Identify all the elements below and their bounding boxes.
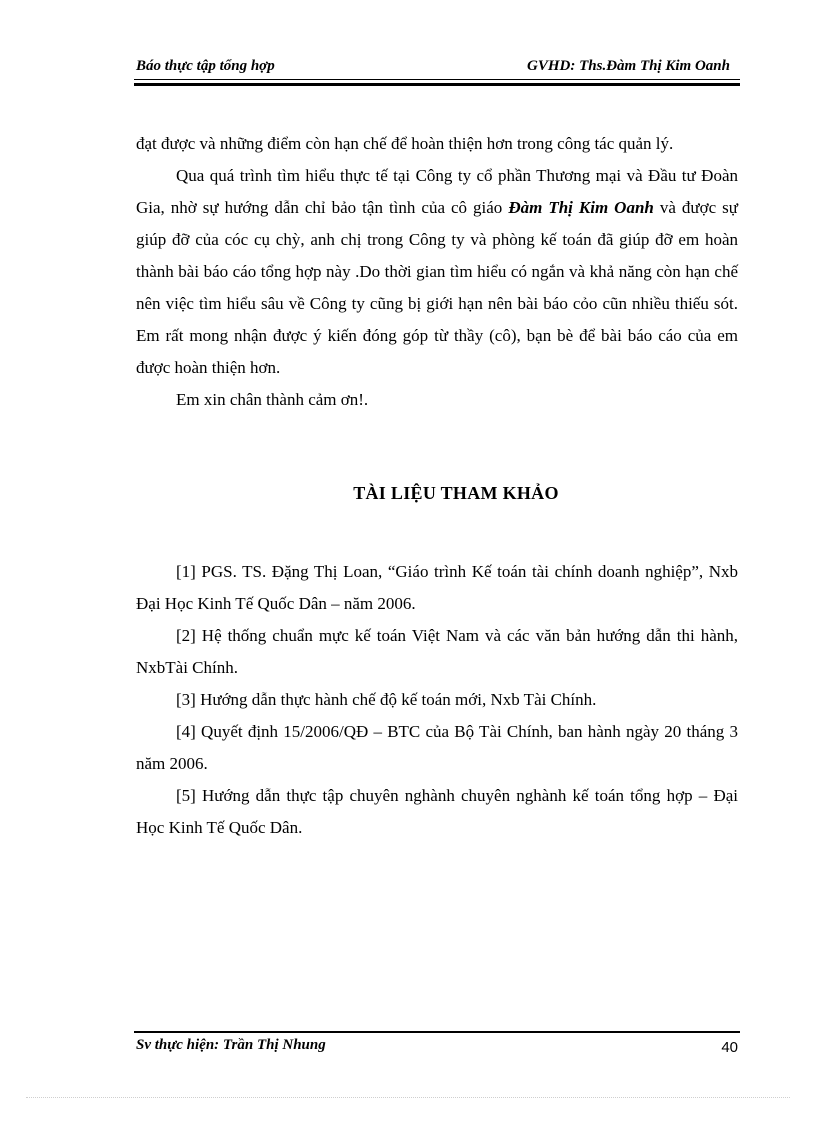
references-title: TÀI LIỆU THAM KHẢO	[353, 483, 559, 503]
header-rule-thick	[134, 83, 740, 86]
references-list	[136, 556, 738, 844]
page-header	[134, 56, 740, 80]
page-number: 40	[721, 1039, 738, 1056]
reference-item-1: [1] PGS. TS. Đặng Thị Loan, “Giáo trình Kế toán tài chính doanh nghiệp”, Nxb Đại Học Kinh Tế Quốc Dân – năm 2006.	[136, 562, 738, 613]
page-edge-dotted-line	[26, 1097, 790, 1098]
paragraph-acknowledgement-start: Qua quá trình tìm hiểu thực tế tại Công ty cổ phần Thương mại và Đầu tư Đoàn Gia, nhờ sự hướng dẫn chỉ bảo tận tình của cô giáo	[136, 166, 738, 217]
supervisor-name: Đàm Thị Kim Oanh	[508, 198, 654, 217]
reference-item-3: [3] Hướng dẫn thực hành chế độ kế toán mới, Nxb Tài Chính.	[176, 690, 597, 709]
footer-author: Sv thực hiện: Trần Thị Nhung	[136, 1037, 326, 1053]
reference-item-2: [2] Hệ thống chuẩn mực kế toán Việt Nam và các văn bản hướng dẫn thi hành, NxbTài Chính.	[136, 626, 738, 677]
reference-item-4: [4] Quyết định 15/2006/QĐ – BTC của Bộ Tài Chính, ban hành ngày 20 tháng 3 năm 2006.	[136, 722, 738, 773]
paragraph-acknowledgement-end: và được sự giúp đỡ của cóc cụ chỳ, anh chị trong Công ty và phòng kế toán đã giúp đỡ em hoàn thành bài báo cáo tổng hợp này .Do thời gian tìm hiểu có ngắn và khả năng còn hạn chế nên việc tìm hiểu sâu về Công ty cũng bị giới hạn nên bài báo cỏo cũn nhiều thiếu sót. Em rất mong nhận được ý kiến đóng góp từ thầy (cô), bạn bè để bài báo cáo của em được hoàn thiện hơn.	[136, 198, 738, 377]
paragraph-thanks: Em xin chân thành cảm ơn!.	[176, 390, 369, 409]
header-report-title: Báo thực tập tổng hợp	[136, 58, 275, 74]
header-supervisor: GVHD: Ths.Đàm Thị Kim Oanh	[527, 58, 730, 74]
header-rule-thin	[134, 79, 740, 80]
page-footer	[134, 1031, 740, 1061]
paragraph-continued: đạt được và những điểm còn hạn chế để hoàn thiện hơn trong công tác quản lý.	[136, 134, 674, 153]
footer-rule	[134, 1031, 740, 1033]
main-text	[136, 128, 738, 416]
reference-item-5: [5] Hướng dẫn thực tập chuyên nghành chuyên nghành kế toán tổng hợp – Đại Học Kinh Tế Quốc Dân.	[136, 786, 738, 837]
paragraph-acknowledgement	[136, 160, 738, 384]
